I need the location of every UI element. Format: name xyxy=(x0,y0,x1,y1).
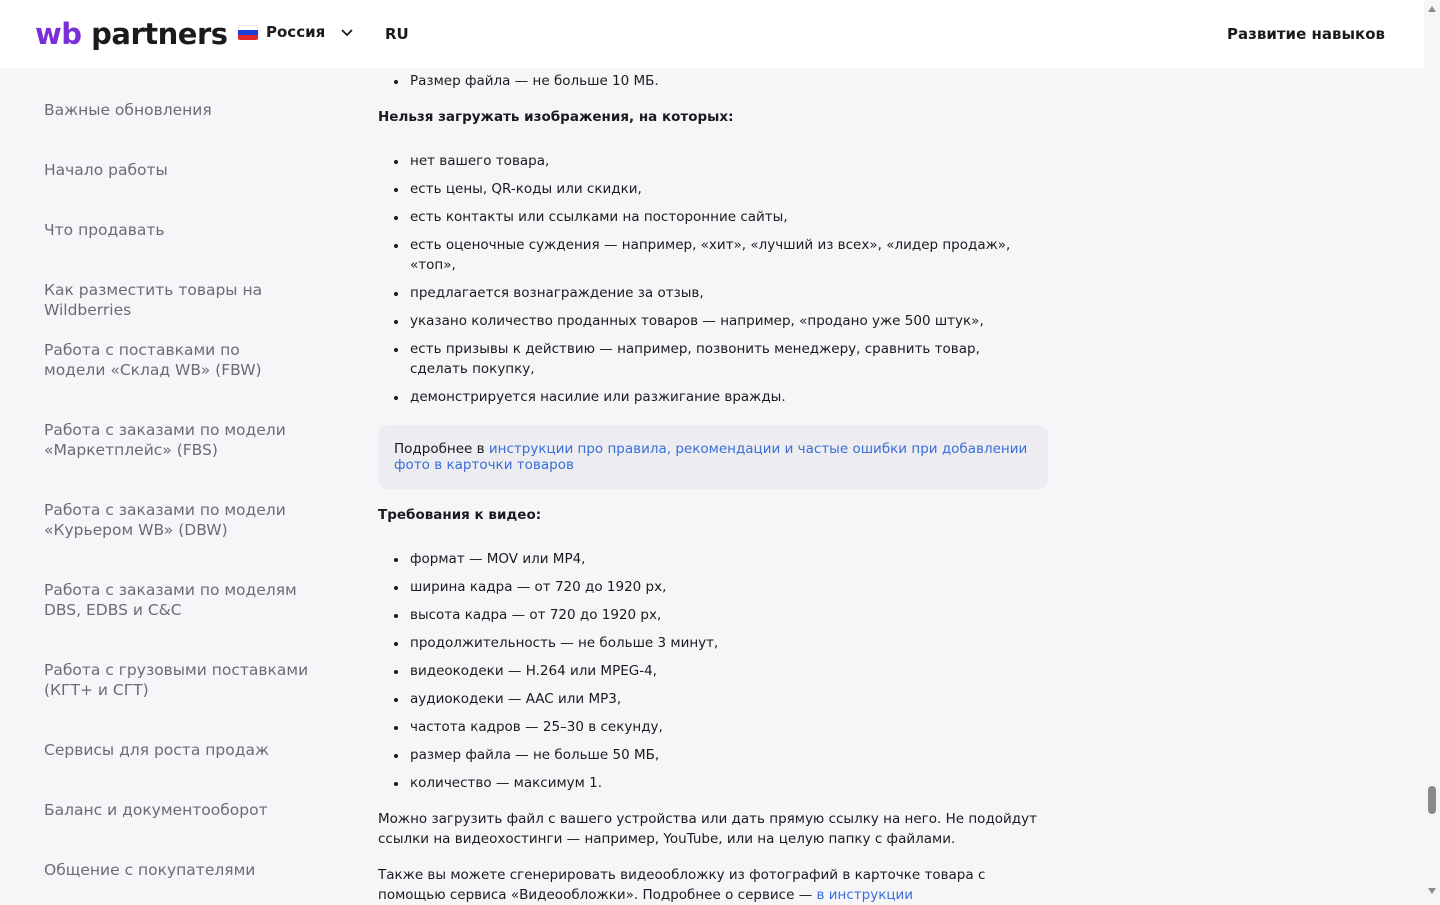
list-item: продолжительность — не больше 3 минут, xyxy=(378,633,1048,653)
list-item: есть призывы к действию — например, позвонить менеджеру, сравнить товар, сделать покупку, xyxy=(378,339,998,379)
info-note xyxy=(378,425,1048,489)
logo-partners: partners xyxy=(81,17,228,51)
sidebar-item-important-updates[interactable]: Важные обновления xyxy=(44,101,212,119)
list-item: количество — максимум 1. xyxy=(378,773,1048,793)
sidebar-item-fbw[interactable]: Работа с поставками по модели «Склад WB» (FBW) xyxy=(44,341,262,379)
logo-wb: wb xyxy=(35,17,82,51)
scrollbar-thumb[interactable] xyxy=(1428,786,1436,814)
forbidden-heading: Нельзя загружать изображения, на которых: xyxy=(378,109,734,125)
cover-paragraph xyxy=(378,865,1048,905)
list-item: Размер файла — не больше 10 МБ. xyxy=(378,71,1048,91)
list-item: есть оценочные суждения — например, «хит», «лучший из всех», «лидер продаж», «топ», xyxy=(378,235,1048,275)
photo-rules-link[interactable]: инструкции про правила, рекомендации и частые ошибки при добавлении фото в карточки товаров xyxy=(394,441,1028,473)
sidebar-item-cargo[interactable]: Работа с грузовыми поставками (КГТ+ и СГТ) xyxy=(44,661,309,699)
sidebar-item-dbw[interactable]: Работа с заказами по модели «Курьером WB» (DBW) xyxy=(44,501,286,539)
wb-partners-logo[interactable] xyxy=(35,14,228,54)
russia-flag-icon xyxy=(238,25,258,40)
note-prefix: Подробнее в xyxy=(394,441,489,457)
sidebar-item-buyers[interactable]: Общение с покупателями xyxy=(44,861,256,879)
article-content xyxy=(378,68,1048,905)
video-requirements-list xyxy=(378,549,1048,793)
country-label: Россия xyxy=(266,23,326,41)
list-item: есть цены, QR-коды или скидки, xyxy=(378,179,1048,199)
sidebar-item-balance[interactable]: Баланс и документооборот xyxy=(44,801,268,819)
country-selector[interactable] xyxy=(238,23,355,41)
sidebar-item-getting-started[interactable]: Начало работы xyxy=(44,161,168,179)
sidebar-item-growth-services[interactable]: Сервисы для роста продаж xyxy=(44,741,269,759)
scroll-up-arrow-icon[interactable] xyxy=(1428,6,1436,12)
list-item: высота кадра — от 720 до 1920 px, xyxy=(378,605,1048,625)
list-item: демонстрируется насилие или разжигание вражды. xyxy=(378,387,1048,407)
list-item: аудиокодеки — AAC или MP3, xyxy=(378,689,1048,709)
top-header xyxy=(0,0,1424,68)
sidebar-item-what-to-sell[interactable]: Что продавать xyxy=(44,221,165,239)
photo-requirements-tail xyxy=(378,71,1048,91)
list-item: видеокодеки — H.264 или MPEG-4, xyxy=(378,661,1048,681)
list-item: нет вашего товара, xyxy=(378,151,1048,171)
list-item: указано количество проданных товаров — например, «продано уже 500 штук», xyxy=(378,311,1048,331)
cover-text: Также вы можете сгенерировать видеообложку из фотографий в карточке товара с помощью сервиса «Видеообложки». Подробнее о сервисе — xyxy=(378,867,986,903)
list-item: размер файла — не больше 50 МБ, xyxy=(378,745,1048,765)
sidebar-item-how-to-list[interactable]: Как разместить товары на Wildberries xyxy=(44,281,263,319)
language-selector[interactable]: RU xyxy=(385,25,409,43)
list-item: предлагается вознаграждение за отзыв, xyxy=(378,283,1048,303)
list-item: частота кадров — 25–30 в секунду, xyxy=(378,717,1048,737)
list-item: есть контакты или ссылками на посторонние сайты, xyxy=(378,207,1048,227)
sidebar-item-fbs[interactable]: Работа с заказами по модели «Маркетплейс» (FBS) xyxy=(44,421,286,459)
forbidden-list xyxy=(378,151,1048,407)
chevron-down-icon xyxy=(339,24,355,40)
video-heading: Требования к видео: xyxy=(378,507,542,523)
cover-instruction-link[interactable]: в инструкции xyxy=(816,887,914,903)
page-scrollbar[interactable] xyxy=(1424,0,1440,900)
list-item: ширина кадра — от 720 до 1920 px, xyxy=(378,577,1048,597)
scroll-down-arrow-icon[interactable] xyxy=(1428,888,1436,894)
sidebar-item-dbs[interactable]: Работа с заказами по моделям DBS, EDBS и C&C xyxy=(44,581,297,619)
skills-link[interactable]: Развитие навыков xyxy=(1227,25,1385,43)
upload-paragraph: Можно загрузить файл с вашего устройства или дать прямую ссылку на него. Не подойдут ссылки на видеохостинги — например, YouTube, или на целую папку с файлами. xyxy=(378,811,1037,847)
list-item: формат — MOV или MP4, xyxy=(378,549,1048,569)
